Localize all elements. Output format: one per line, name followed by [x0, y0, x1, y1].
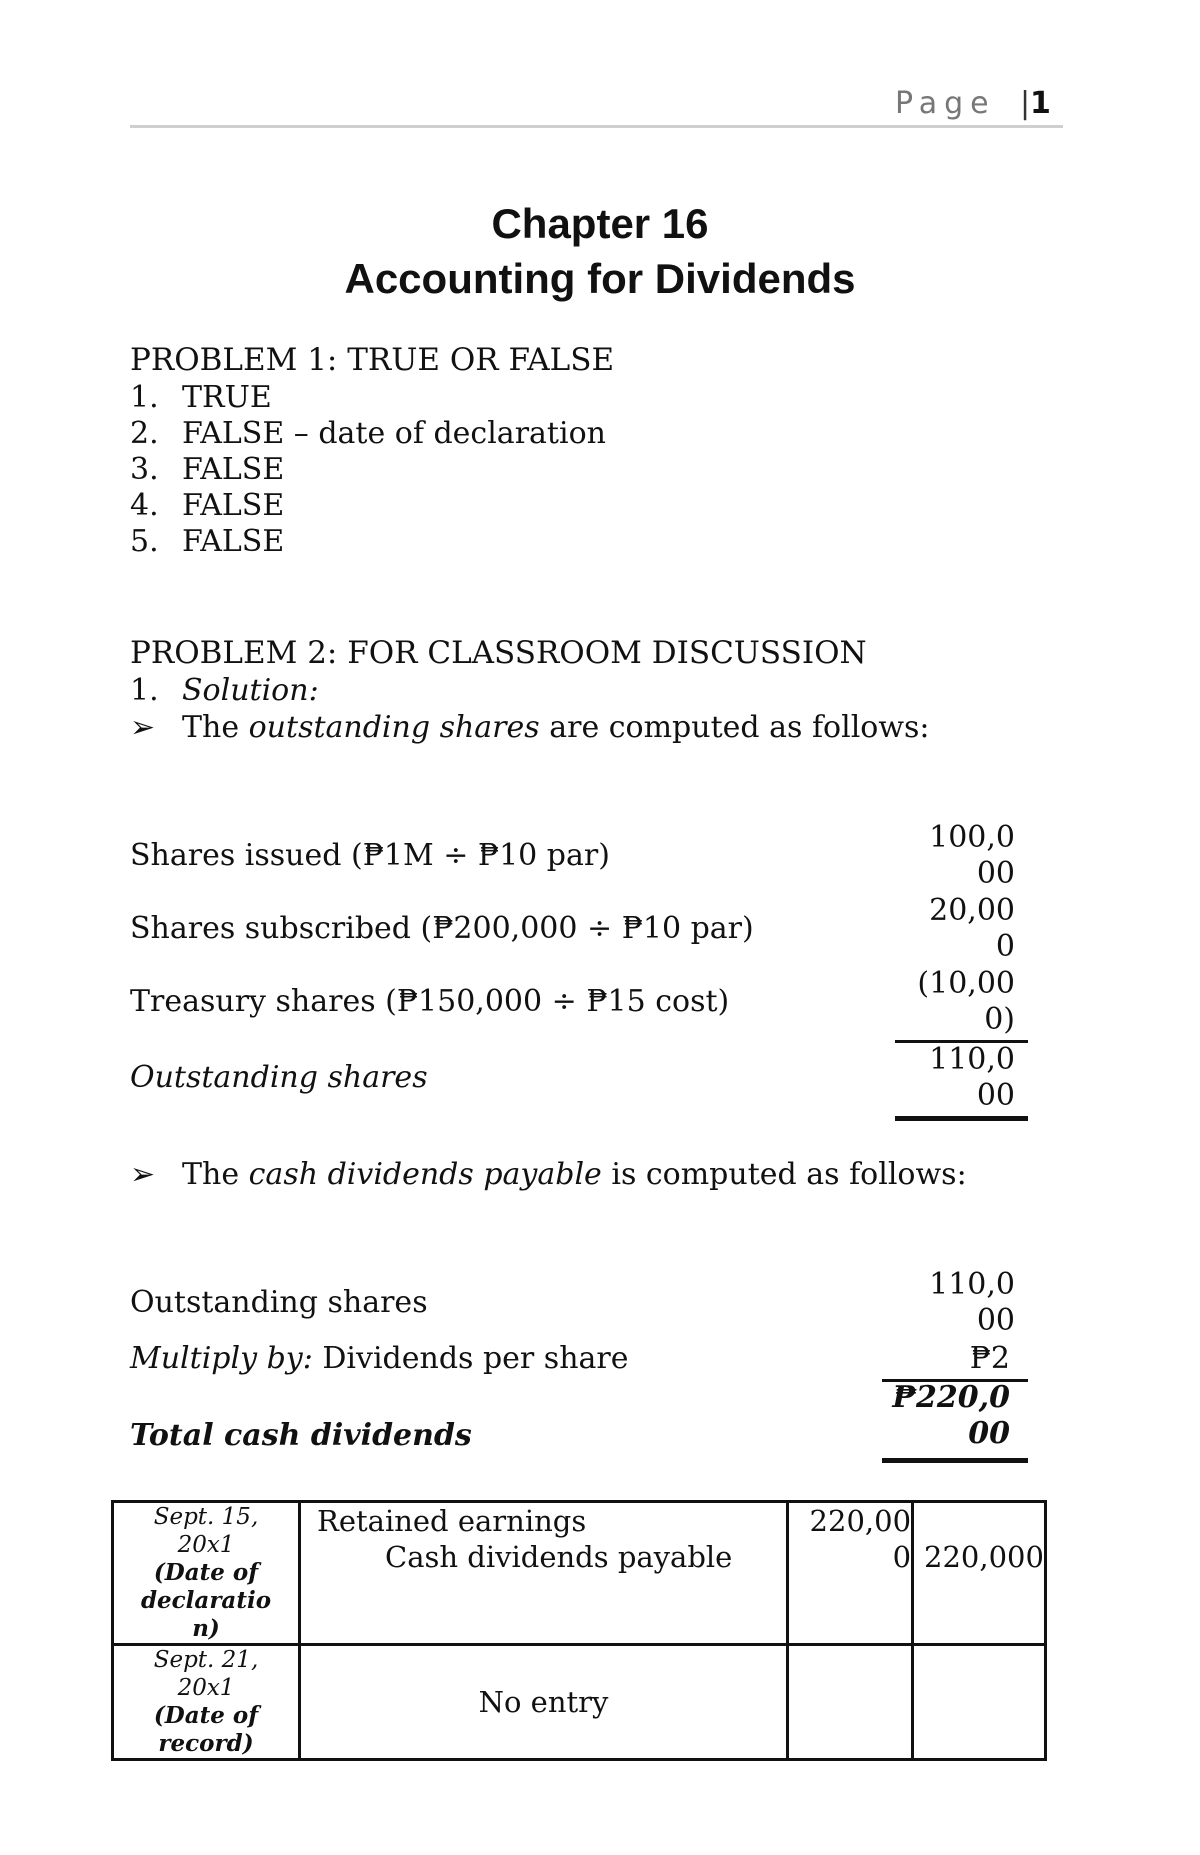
- debit-amount-line: 220,00: [809, 1504, 912, 1538]
- treasury-shares-amount: [895, 966, 1015, 1038]
- bullet-text-em: outstanding shares: [248, 710, 540, 745]
- list-item: [130, 524, 284, 559]
- shares-issued-label: Shares issued (₱1M ÷ ₱10 par): [130, 838, 610, 873]
- multiply-rest: Dividends per share: [312, 1341, 629, 1376]
- list-item-text: FALSE: [182, 452, 285, 487]
- list-item-text: TRUE: [182, 380, 272, 415]
- debit-account: Retained earnings: [317, 1504, 587, 1538]
- bullet-text-post: are computed as follows:: [539, 710, 930, 745]
- amount-line: 110,0: [929, 1267, 1015, 1302]
- amount-line: 20,00: [929, 893, 1015, 928]
- list-item-number: 3.: [130, 452, 159, 487]
- outstanding-shares-label: [130, 1060, 428, 1095]
- journal-description-cell: [300, 1502, 788, 1645]
- amount-line: 00: [976, 1303, 1015, 1338]
- credit-amount: 220,000: [924, 1540, 1044, 1574]
- amount-line: 00: [976, 856, 1015, 891]
- shares-issued-amount: [895, 820, 1015, 892]
- outstanding-shares-text: Outstanding shares: [130, 1060, 428, 1095]
- list-item-number: 1.: [130, 380, 159, 415]
- page-separator: |: [1020, 86, 1031, 121]
- date-label: n): [192, 1615, 220, 1642]
- list-item-text: FALSE: [182, 524, 285, 559]
- list-item-number: 5.: [130, 524, 159, 559]
- total-cash-dividends-label: Total cash dividends: [130, 1418, 472, 1453]
- page-number: 1: [1030, 86, 1051, 121]
- list-item: [130, 380, 272, 415]
- div-outstanding-amount: [895, 1267, 1015, 1339]
- amount-line: 00: [976, 1078, 1015, 1113]
- total-cash-dividends-amount: [880, 1380, 1010, 1452]
- outstanding-shares-amount: [895, 1042, 1015, 1114]
- multiply-em: Multiply by:: [130, 1341, 313, 1376]
- amount-line: 0: [995, 929, 1015, 964]
- amount-line: 00: [968, 1416, 1010, 1451]
- bullet-cash-dividends: [130, 1157, 967, 1192]
- arrow-bullet-icon: ➢: [130, 710, 156, 745]
- solution-label: Solution:: [182, 673, 319, 708]
- journal-debit-cell: [788, 1645, 913, 1760]
- journal-date-cell: [113, 1502, 300, 1645]
- total-rule: [895, 1116, 1028, 1121]
- shares-subscribed-amount: [895, 893, 1015, 965]
- credit-account: Cash dividends payable: [385, 1540, 733, 1574]
- journal-credit-cell: [913, 1502, 1046, 1645]
- journal-credit-cell: [913, 1645, 1046, 1760]
- journal-debit-cell: [788, 1502, 913, 1645]
- shares-subscribed-label: Shares subscribed (₱200,000 ÷ ₱10 par): [130, 911, 754, 946]
- date-line: 20x1: [177, 1675, 235, 1701]
- dividend-per-share-amount: ₱2: [969, 1341, 1010, 1376]
- bullet-text-pre: The: [182, 1157, 249, 1192]
- debit-amount-line: 0: [892, 1540, 912, 1574]
- solution-line: [130, 673, 319, 708]
- date-label: (Date of: [153, 1702, 259, 1729]
- problem2-heading: PROBLEM 2: FOR CLASSROOM DISCUSSION: [130, 635, 867, 671]
- page-label: Page: [895, 86, 996, 121]
- date-label: (Date of: [153, 1559, 259, 1586]
- journal-row-record: [113, 1645, 1046, 1760]
- list-item: [130, 452, 284, 487]
- amount-line: ₱220,0: [892, 1380, 1010, 1415]
- date-label: declaratio: [140, 1587, 272, 1614]
- date-line: Sept. 15,: [153, 1504, 259, 1530]
- chapter-subtitle: Accounting for Dividends: [344, 255, 856, 302]
- list-item: [130, 416, 606, 451]
- header-rule: [130, 125, 1063, 128]
- amount-line: 0): [984, 1002, 1015, 1037]
- amount-line: 110,0: [929, 1042, 1015, 1077]
- amount-line: (10,00: [917, 966, 1015, 1001]
- journal-date-cell: [113, 1645, 300, 1760]
- bullet-text-pre: The: [182, 710, 249, 745]
- solution-number: 1.: [130, 673, 159, 708]
- bullet-outstanding: [130, 710, 930, 745]
- list-item-number: 2.: [130, 416, 159, 451]
- amount-line: 100,0: [929, 820, 1015, 855]
- arrow-bullet-icon: ➢: [130, 1157, 156, 1192]
- journal-description-cell: [300, 1645, 788, 1760]
- treasury-shares-label: Treasury shares (₱150,000 ÷ ₱15 cost): [130, 984, 730, 1019]
- chapter-title: Chapter 16: [491, 200, 709, 247]
- bullet-text-em: cash dividends payable: [248, 1157, 602, 1192]
- problem1-heading: PROBLEM 1: TRUE OR FALSE: [130, 342, 615, 378]
- list-item-number: 4.: [130, 488, 159, 523]
- list-item-text: FALSE: [182, 488, 285, 523]
- date-line: 20x1: [177, 1532, 235, 1558]
- date-label: record): [158, 1730, 254, 1757]
- date-line: Sept. 21,: [153, 1647, 259, 1673]
- no-entry-text: No entry: [478, 1685, 609, 1719]
- bullet-text-post: is computed as follows:: [601, 1157, 967, 1192]
- multiply-label: [130, 1341, 629, 1376]
- div-outstanding-label: Outstanding shares: [130, 1285, 428, 1320]
- journal-row-declaration: [113, 1502, 1046, 1645]
- journal-table: [111, 1500, 1047, 1761]
- grand-total-rule: [882, 1458, 1028, 1463]
- list-item: [130, 488, 284, 523]
- list-item-text: FALSE – date of declaration: [182, 416, 606, 451]
